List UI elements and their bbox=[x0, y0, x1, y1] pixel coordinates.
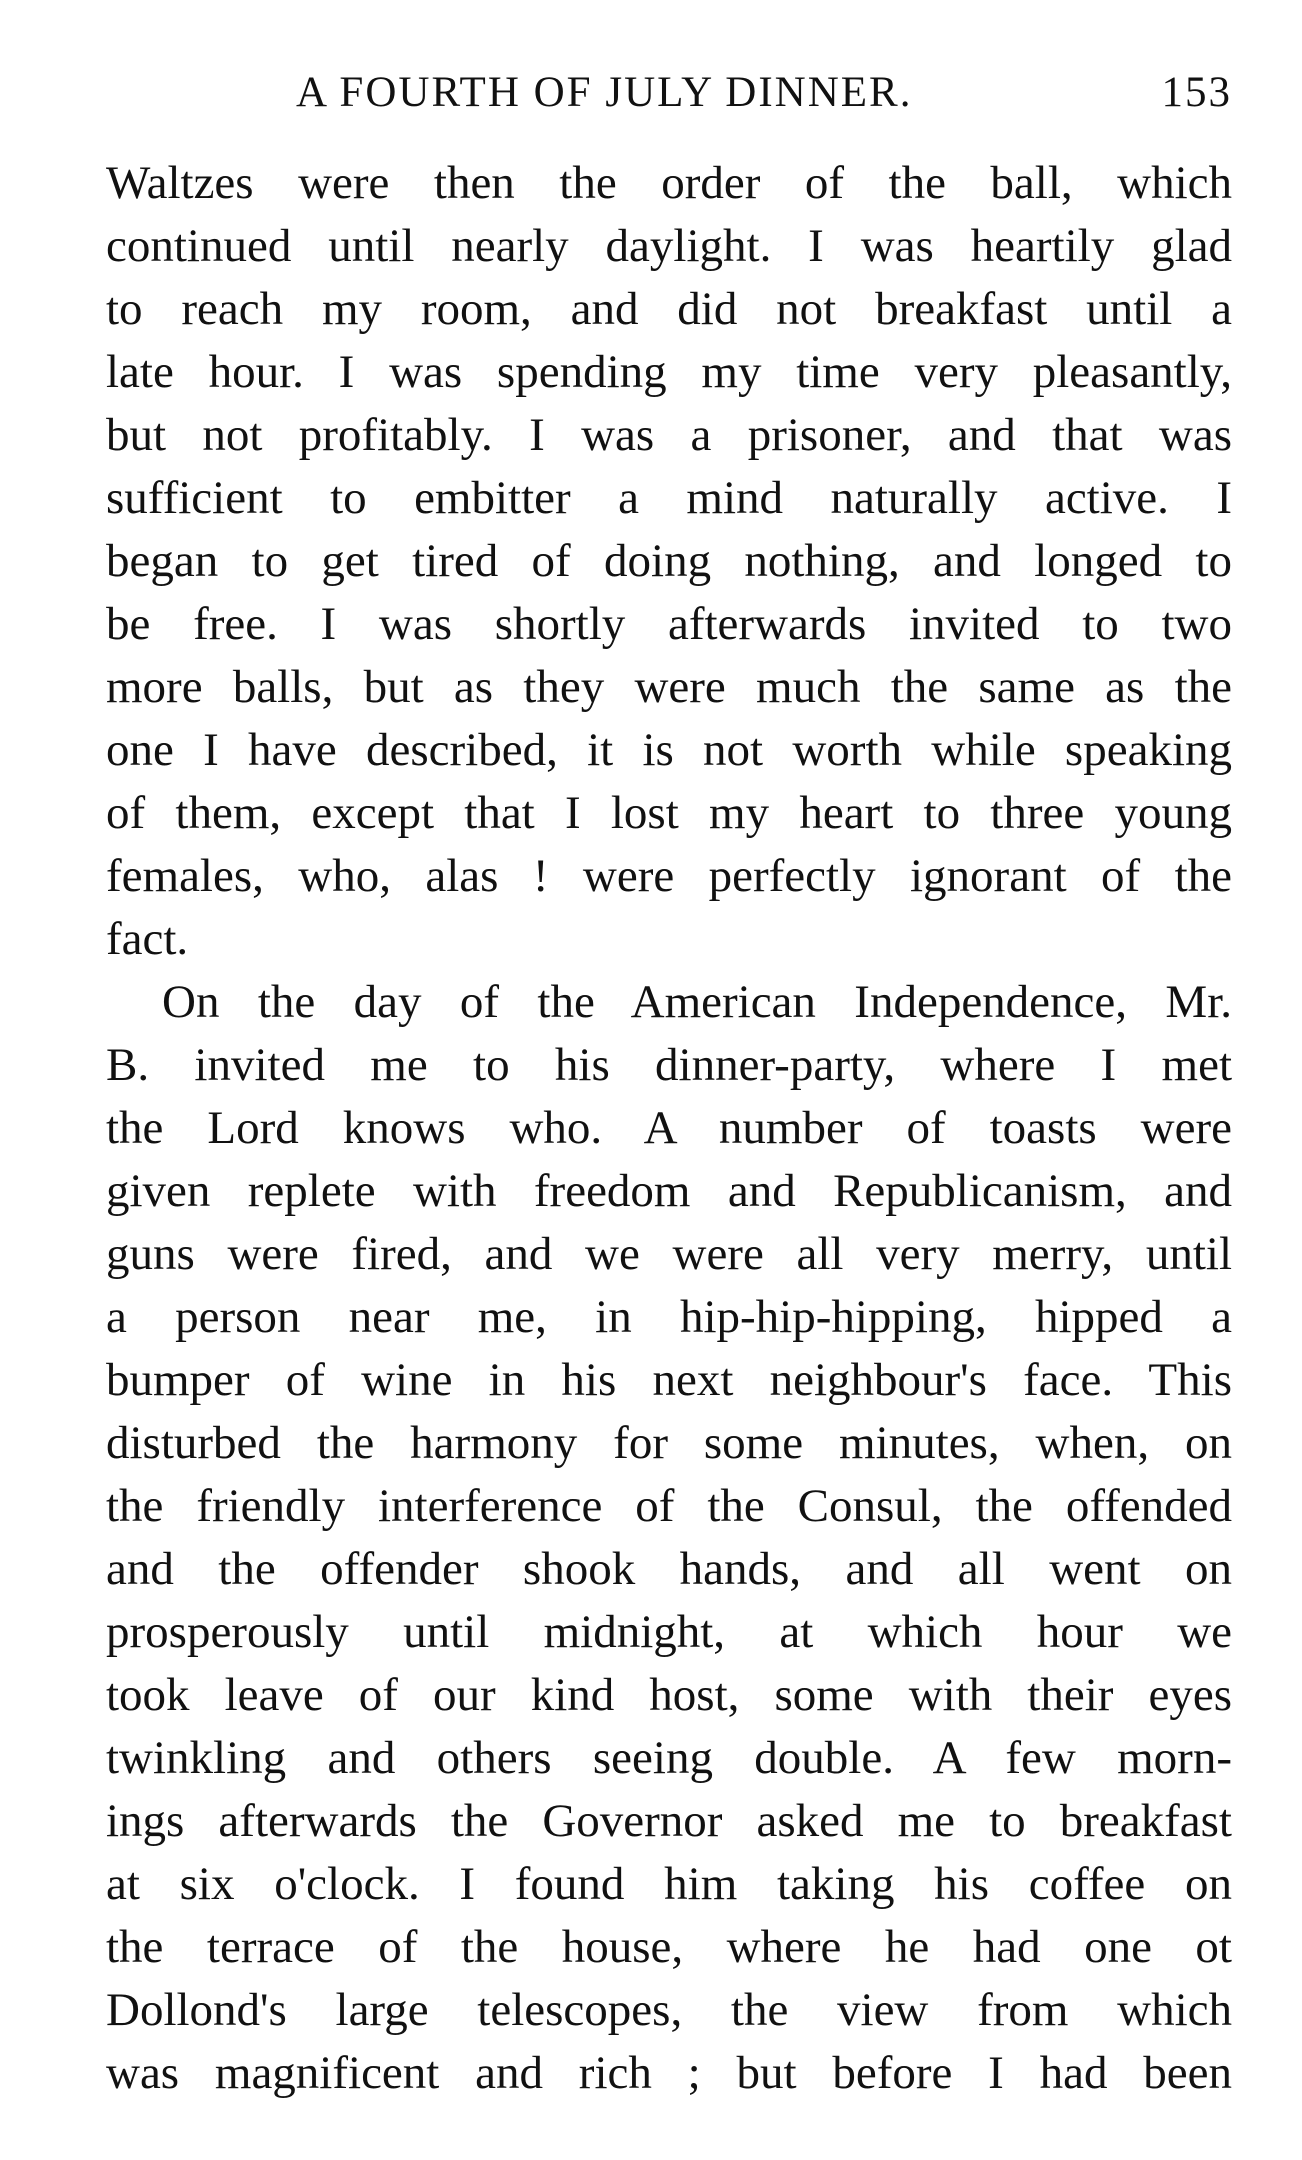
text-line: was magnificent and rich ; but before I had been bbox=[106, 2047, 1232, 2099]
text-line: females, who, alas ! were perfectly ignorant of the bbox=[106, 850, 1232, 902]
paragraph-2 bbox=[106, 971, 1232, 2105]
text-line: twinkling and others seeing double. A few morn- bbox=[106, 1732, 1232, 1784]
text-line: fact. bbox=[106, 913, 189, 965]
text-line: one I have described, it is not worth while speaking bbox=[106, 724, 1232, 776]
text-line: took leave of our kind host, some with their eyes bbox=[106, 1669, 1232, 1721]
text-line: sufficient to embitter a mind naturally active. I bbox=[106, 472, 1232, 524]
text-line: Dollond's large telescopes, the view from which bbox=[106, 1984, 1232, 2036]
text-line: at six o'clock. I found him taking his coffee on bbox=[106, 1858, 1232, 1910]
text-line: the Lord knows who. A number of toasts were bbox=[106, 1102, 1232, 1154]
text-line: a person near me, in hip-hip-hipping, hipped a bbox=[106, 1291, 1232, 1343]
text-line: but not profitably. I was a prisoner, and that was bbox=[106, 409, 1232, 461]
body-text bbox=[106, 152, 1232, 2105]
text-line: guns were fired, and we were all very merry, until bbox=[106, 1228, 1232, 1280]
text-line: to reach my room, and did not breakfast until a bbox=[106, 283, 1232, 335]
text-line: continued until nearly daylight. I was heartily glad bbox=[106, 220, 1232, 272]
paragraph-1 bbox=[106, 152, 1232, 971]
text-line: On the day of the American Independence, Mr. bbox=[162, 976, 1232, 1028]
text-line: given replete with freedom and Republicanism, and bbox=[106, 1165, 1232, 1217]
text-line: late hour. I was spending my time very pleasantly, bbox=[106, 346, 1232, 398]
text-line: more balls, but as they were much the same as the bbox=[106, 661, 1232, 713]
text-line: be free. I was shortly afterwards invited to two bbox=[106, 598, 1232, 650]
text-line: the friendly interference of the Consul, the offended bbox=[106, 1480, 1232, 1532]
text-line: prosperously until midnight, at which hour we bbox=[106, 1606, 1232, 1658]
text-line: and the offender shook hands, and all went on bbox=[106, 1543, 1232, 1595]
text-line: B. invited me to his dinner-party, where I met bbox=[106, 1039, 1232, 1091]
text-line: the terrace of the house, where he had one ot bbox=[106, 1921, 1232, 1973]
running-head bbox=[106, 68, 1232, 128]
running-title: A FOURTH OF JULY DINNER. bbox=[296, 69, 913, 116]
text-line: of them, except that I lost my heart to three young bbox=[106, 787, 1232, 839]
text-line: Waltzes were then the order of the ball, which bbox=[106, 157, 1232, 209]
text-line: disturbed the harmony for some minutes, when, on bbox=[106, 1417, 1232, 1469]
text-line: ings afterwards the Governor asked me to breakfast bbox=[106, 1795, 1232, 1847]
text-line: bumper of wine in his next neighbour's face. This bbox=[106, 1354, 1232, 1406]
page-number: 153 bbox=[1161, 69, 1232, 116]
text-line: began to get tired of doing nothing, and longed to bbox=[106, 535, 1232, 587]
